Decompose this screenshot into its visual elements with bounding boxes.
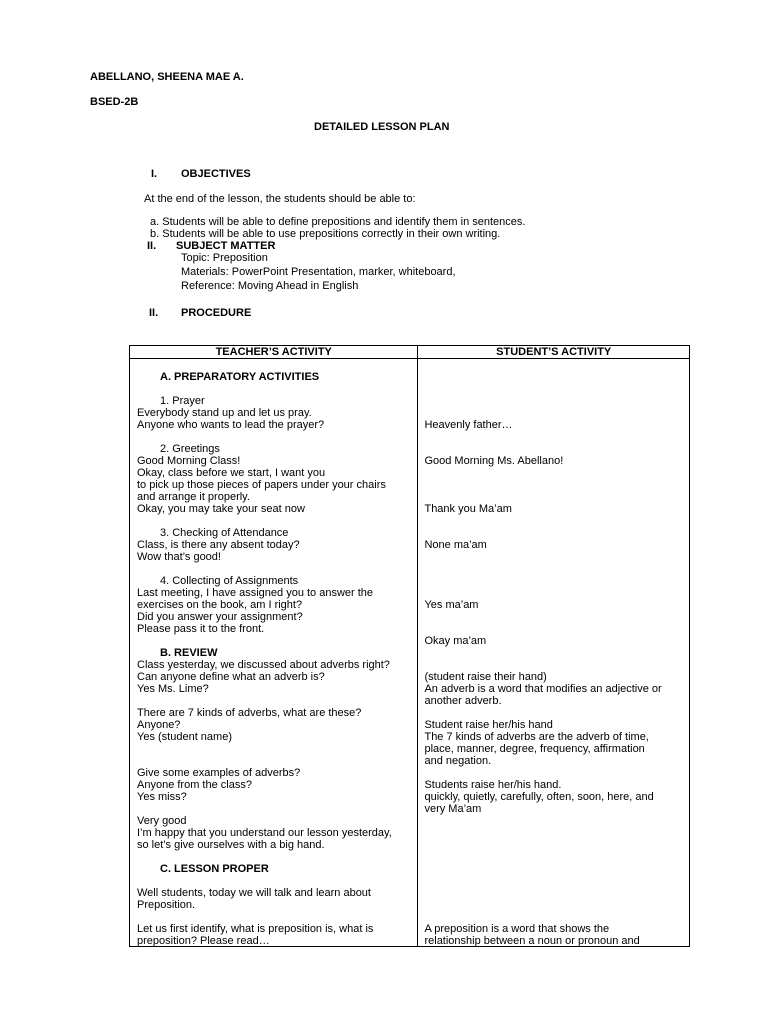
list-item: Thank you Ma’am [424,503,512,515]
list-item: None ma’am [424,539,487,551]
list-item: Class yesterday, we discussed about adverbs right? [137,659,390,671]
table-header-row [130,346,690,359]
list-item: exercises on the book, am I right? [137,599,303,611]
list-item: relationship between a noun or pronoun and [424,935,640,947]
student-activity-header: STUDENT’S ACTIVITY [418,346,690,359]
list-item: another adverb. [424,695,502,707]
list-item: Yes Ms. Lime? [137,683,209,695]
list-item: Okay ma’am [424,635,487,647]
teacher-activity-cell [130,359,418,947]
list-item: preposition? Please read… [137,935,270,947]
list-item: Students raise her/his hand. [424,779,562,791]
objective-item: a. Students will be able to define prepositions and identify them in sentences. [150,216,526,228]
list-item: and negation. [424,755,492,767]
list-item: Student raise her/his hand [424,719,553,731]
list-item: Yes ma’am [424,599,479,611]
list-item: Okay, you may take your seat now [137,503,305,515]
list-item: A preposition is a word that shows the [424,923,610,935]
list-item: Anyone who wants to lead the prayer? [137,419,325,431]
list-item: to pick up those pieces of papers under your chairs [137,479,386,491]
list-item: Very good [137,815,187,827]
student-activity-cell [418,359,690,947]
activity-table [129,345,690,947]
list-item: very Ma’am [424,803,482,815]
list-item: place, manner, degree, frequency, affirmation [424,743,645,755]
teacher-activity-header: TEACHER’S ACTIVITY [130,346,418,359]
list-item: Give some examples of adverbs? [137,767,301,779]
list-item: I’m happy that you understand our lesson yesterday, [137,827,392,839]
objectives-heading: OBJECTIVES [181,168,251,180]
list-item: The 7 kinds of adverbs are the adverb of time, [424,731,649,743]
list-item: Yes miss? [137,791,187,803]
list-item: and arrange it properly. [137,491,250,503]
list-item: quickly, quietly, carefully, often, soon, here, and [424,791,654,803]
subject-reference: Reference: Moving Ahead in English [181,280,359,292]
subject-materials: Materials: PowerPoint Presentation, marker, whiteboard, [181,266,456,278]
list-item: Yes (student name) [137,731,232,743]
list-item: Wow that’s good! [137,551,221,563]
list-item: Class, is there any absent today? [137,539,300,551]
list-item: Can anyone define what an adverb is? [137,671,325,683]
list-item: Did you answer your assignment? [137,611,303,623]
list-item: so let’s give ourselves with a big hand. [137,839,325,851]
section-label: BSED-2B [90,96,139,108]
list-item: There are 7 kinds of adverbs, what are these? [137,707,362,719]
section-heading-preparatory: A. PREPARATORY ACTIVITIES [160,371,320,383]
procedure-numeral: II. [149,307,159,319]
list-item: Anyone from the class? [137,779,252,791]
list-item: Heavenly father… [424,419,513,431]
objectives-numeral: I. [151,168,158,180]
objective-item: b. Students will be able to use prepositions correctly in their own writing. [150,228,501,240]
subject-topic: Topic: Preposition [181,252,268,264]
list-item: Last meeting, I have assigned you to answer the [137,587,374,599]
list-item: 3. Checking of Attendance [160,527,289,539]
list-item: 1. Prayer [160,395,205,407]
list-item: Okay, class before we start, I want you [137,467,326,479]
document-title: DETAILED LESSON PLAN [314,121,450,133]
list-item: (student raise their hand) [424,671,547,683]
subject-matter-heading: SUBJECT MATTER [176,240,276,252]
subject-matter-numeral: II. [147,240,157,252]
list-item: 2. Greetings [160,443,220,455]
list-item: Preposition. [137,899,196,911]
list-item: Everybody stand up and let us pray. [137,407,312,419]
list-item: An adverb is a word that modifies an adjective or [424,683,662,695]
list-item: Good Morning Class! [137,455,241,467]
list-item: Well students, today we will talk and learn about [137,887,371,899]
student-name: ABELLANO, SHEENA MAE A. [90,71,244,83]
procedure-heading: PROCEDURE [181,307,252,319]
list-item: 4. Collecting of Assignments [160,575,299,587]
list-item: Let us first identify, what is preposition is, what is [137,923,374,935]
list-item: Good Morning Ms. Abellano! [424,455,564,467]
list-item: Anyone? [137,719,181,731]
objectives-intro: At the end of the lesson, the students should be able to: [144,193,416,205]
section-heading-lesson-proper: C. LESSON PROPER [160,863,269,875]
section-heading-review: B. REVIEW [160,647,218,659]
list-item: Please pass it to the front. [137,623,265,635]
table-row [130,359,690,947]
